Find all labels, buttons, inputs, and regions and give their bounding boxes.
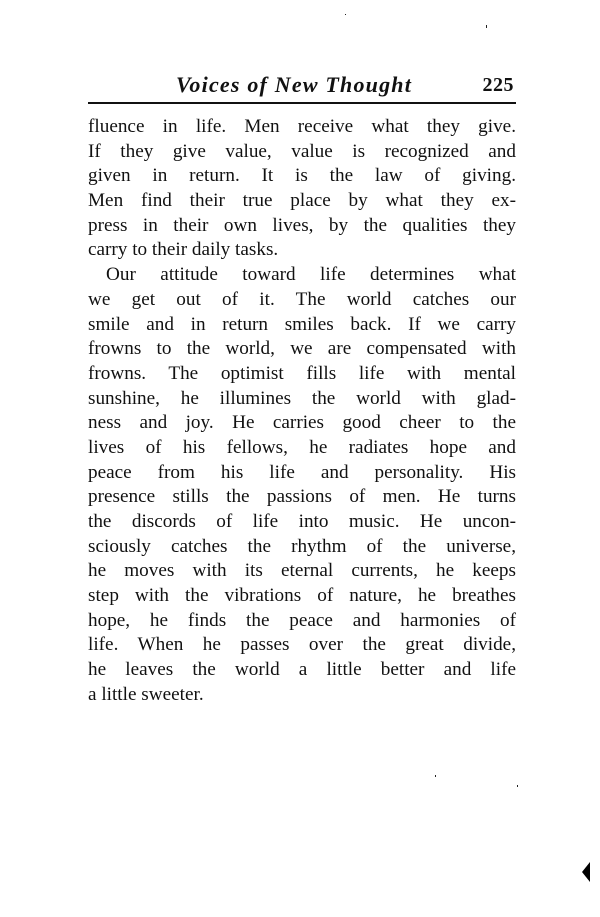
text-line: he moves with its eternal currents, he keeps [88,560,516,582]
text-line: lives of his fellows, he radiates hope and [88,436,516,458]
paragraph-1 [88,115,516,263]
text-line: press in their own lives, by the qualities they [88,214,516,236]
scan-speck [345,14,346,15]
page-number: 225 [482,74,514,96]
scan-speck [517,785,518,787]
text-line: Men find their true place by what they ex- [88,190,516,212]
scan-speck [486,25,487,28]
text-line: peace from his life and personality. His [88,461,516,483]
text-line: step with the vibrations of nature, he breathes [88,585,516,607]
header-rule [88,102,516,104]
text-line: fluence in life. Men receive what they give. [88,116,516,137]
text-line: frowns. The optimist fills life with mental [88,362,516,384]
text-line: the discords of life into music. He uncon- [88,511,516,532]
text-line: If they give value, value is recognized and [88,140,516,162]
text-line: he leaves the world a little better and life [88,659,516,681]
text-line: life. When he passes over the great divide, [88,634,516,656]
text-line: hope, he finds the peace and harmonies of [88,609,516,631]
text-line: frowns to the world, we are compensated with [88,338,516,360]
body-text [88,115,516,708]
running-head [0,70,600,100]
text-line: ness and joy. He carries good cheer to the [88,412,516,434]
paragraph-2 [88,263,516,707]
running-title: Voices of New Thought [176,72,413,97]
text-line: smile and in return smiles back. If we carry [88,313,516,335]
text-line: sunshine, he illumines the world with glad- [88,387,516,409]
text-line: presence stills the passions of men. He turns [88,486,516,508]
text-line: given in return. It is the law of giving. [88,165,516,187]
text-line: carry to their daily tasks. [88,239,279,261]
text-line: a little sweeter. [88,683,204,705]
page-edge-mark [582,862,590,882]
scan-speck [435,775,436,777]
text-line: we get out of it. The world catches our [88,288,516,310]
text-line: sciously catches the rhythm of the universe, [88,535,516,557]
text-line: Our attitude toward life determines what [106,264,516,286]
